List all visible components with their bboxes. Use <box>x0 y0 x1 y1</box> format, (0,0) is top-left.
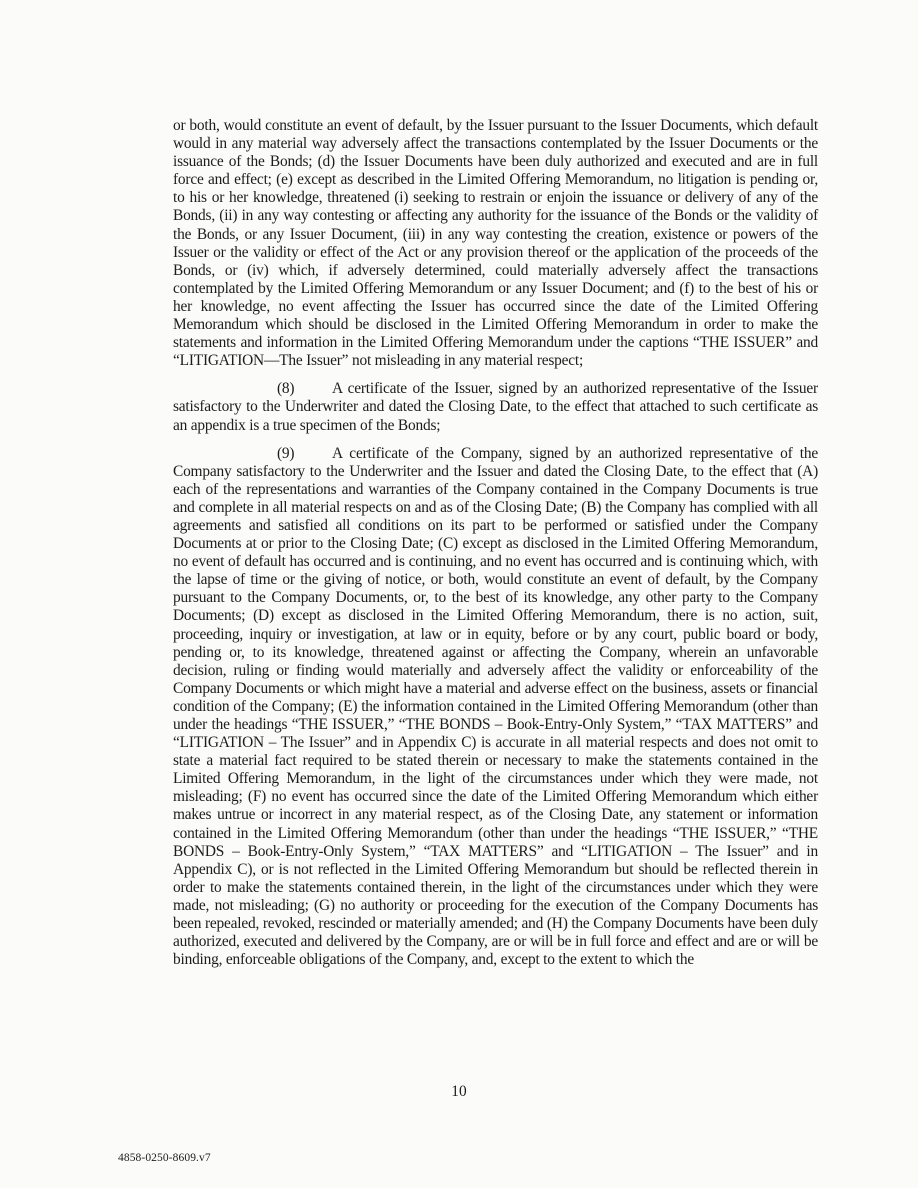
body-text <box>173 117 818 969</box>
paragraph-number-8: (8) <box>277 380 295 398</box>
document-id: 4858-0250-8609.v7 <box>118 1152 211 1164</box>
paragraph-continuation: or both, would constitute an event of default, by the Issuer pursuant to the Issuer Documents, which default would in any material way adversely affect the transactions contemplated by the Issuer Documents or the issuance of the Bonds; (d) the Issuer Documents have been duly authorized and executed and are in full force and effect; (e) except as described in the Limited Offering Memorandum, no litigation is pending or, to his or her knowledge, threatened (i) seeking to restrain or enjoin the issuance or delivery of any of the Bonds, (ii) in any way contesting or affecting any authority for the issuance of the Bonds or the validity of the Bonds, or any Issuer Document, (iii) in any way contesting the creation, existence or powers of the Issuer or the validity or effect of the Act or any provision thereof or the application of the proceeds of the Bonds, or (iv) which, if adversely determined, could materially adversely affect the transactions contemplated by the Limited Offering Memorandum or any Issuer Document; and (f) to the best of his or her knowledge, no event affecting the Issuer has occurred since the date of the Limited Offering Memorandum which should be disclosed in the Limited Offering Memorandum in order to make the statements and information in the Limited Offering Memorandum under the captions “THE ISSUER” and “LITIGATION—The Issuer” not misleading in any material respect; <box>173 117 818 370</box>
paragraph-number-9: (9) <box>277 444 295 462</box>
paragraph-9 <box>173 445 818 970</box>
paragraph-9-text: A certificate of the Company, signed by an authorized representative of the Company satisfactory to the Underwriter and the Issuer and dated the Closing Date, to the effect that (A) each of the representations and warranties of the Company contained in the Company Documents is true and complete in all material respects on and as of the Closing Date; (B) the Company has complied with all agreements and satisfied all conditions on its part to be performed or satisfied under the Company Documents at or prior to the Closing Date; (C) except as disclosed in the Limited Offering Memorandum, no event of default has occurred and is continuing, and no event has occurred and is continuing which, with the lapse of time or the giving of notice, or both, would constitute an event of default, by the Company pursuant to the Company Documents, or, to the best of its knowledge, any other party to the Company Documents; (D) except as disclosed in the Limited Offering Memorandum, there is no action, suit, proceeding, inquiry or investigation, at law or in equity, before or by any court, public board or body, pending or, to its knowledge, threatened against or affecting the Company, wherein an unfavorable decision, ruling or finding would materially and adversely affect the validity or enforceability of the Company Documents or which might have a material and adverse effect on the business, assets or financial condition of the Company; (E) the information contained in the Limited Offering Memorandum (other than under the headings “THE ISSUER,” “THE BONDS – Book-Entry-Only System,” “TAX MATTERS” and “LITIGATION – The Issuer” and in Appendix C) is accurate in all material respects and does not omit to state a material fact required to be stated therein or necessary to make the statements contained in the Limited Offering Memorandum, in the light of the circumstances under which they were made, not misleading; (F) no event has occurred since the date of the Limited Offering Memorandum which either makes untrue or incorrect in any material respect, as of the Closing Date, any statement or information contained in the Limited Offering Memorandum (other than under the headings “THE ISSUER,” “THE BONDS – Book-Entry-Only System,” “TAX MATTERS” and “LITIGATION – The Issuer” and in Appendix C), or is not reflected in the Limited Offering Memorandum but should be reflected therein in order to make the statements contained therein, in the light of the circumstances under which they were made, not misleading; (G) no authority or proceeding for the execution of the Company Documents has been repealed, revoked, rescinded or materially amended; and (H) the Company Documents have been duly authorized, executed and delivered by the Company, are or will be in full force and effect and are or will be binding, enforceable obligations of the Company, and, except to the extent to which the <box>173 444 818 969</box>
paragraph-8-text: A certificate of the Issuer, signed by an authorized representative of the Issuer satisfactory to the Underwriter and dated the Closing Date, to the effect that attached to such certificate as an appendix is a true specimen of the Bonds; <box>173 380 818 434</box>
page-number: 10 <box>451 1083 467 1100</box>
paragraph-8 <box>173 380 818 434</box>
